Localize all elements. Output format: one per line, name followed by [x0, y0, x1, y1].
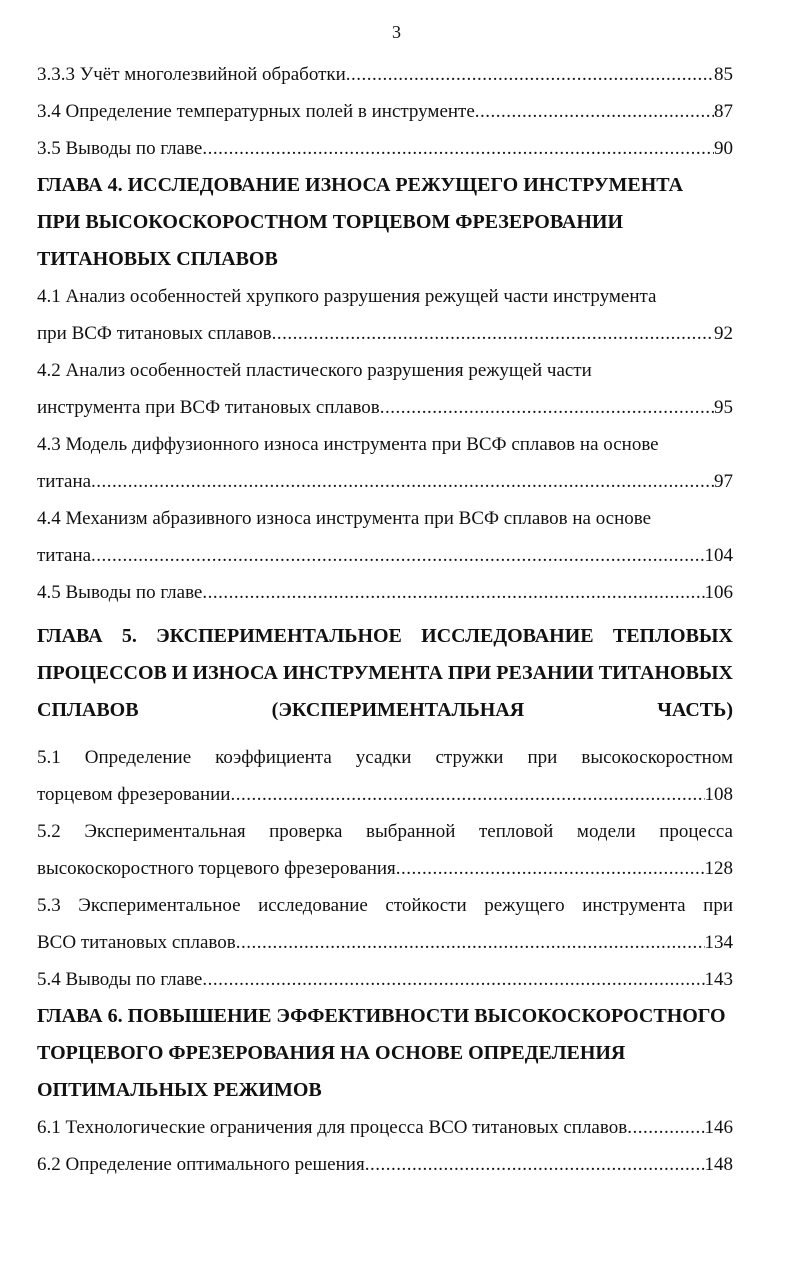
toc-entry-5-1[interactable] [37, 739, 733, 813]
toc-entry-text-cont: титана [37, 471, 92, 492]
toc-entry-text-cont: при ВСФ титановых сплавов [37, 323, 272, 344]
chapter-6-heading[interactable]: ГЛАВА 6. ПОВЫШЕНИЕ ЭФФЕКТИВНОСТИ ВЫСОКОСКОРОСТНОГО ТОРЦЕВОГО ФРЕЗЕРОВАНИЯ НА ОСНОВЕ ОПРЕДЕЛЕНИЯ ОПТИМАЛЬНЫХ РЕЖИМОВ [37, 1005, 726, 1101]
toc-page-number: 90 [714, 138, 733, 159]
toc-page-number: 92 [714, 323, 733, 344]
toc-page-number: 108 [704, 784, 733, 805]
toc-leader [365, 1146, 705, 1183]
toc-entry-5-2[interactable] [37, 813, 733, 887]
toc-entry-4-5[interactable] [37, 574, 733, 611]
chapter-5-heading[interactable]: ГЛАВА 5. ЭКСПЕРИМЕНТАЛЬНОЕ ИССЛЕДОВАНИЕ ТЕПЛОВЫХ ПРОЦЕССОВ И ИЗНОСА ИНСТРУМЕНТА ПРИ РЕЗАНИИ ТИТАНОВЫХ СПЛАВОВ (ЭКСПЕРИМЕНТАЛЬНАЯ ЧАСТЬ) [37, 625, 733, 721]
toc-entry-text: 6.2 Определение оптимального решения [37, 1154, 365, 1175]
toc-entry-text-cont: высокоскоростного торцевого фрезерования [37, 858, 396, 879]
toc-entry-text: 5.3 Экспериментальное исследование стойкости режущего инструмента при [37, 895, 733, 916]
toc-entry-text: 5.2 Экспериментальная проверка выбранной тепловой модели процесса [37, 821, 733, 842]
toc-leader [346, 56, 714, 93]
toc-page-number: 146 [704, 1117, 733, 1138]
toc-entry-3-5[interactable] [37, 130, 733, 167]
toc-entry-text: 4.2 Анализ особенностей пластического разрушения режущей части [37, 360, 592, 381]
toc-entry-6-1[interactable] [37, 1109, 733, 1146]
toc-entry-4-4[interactable] [37, 500, 733, 574]
toc-entry-text: 5.1 Определение коэффициента усадки стружки при высокоскоростном [37, 747, 733, 768]
toc-entry-3-3-3[interactable] [37, 56, 733, 93]
toc-entry-text-cont: ВСО титановых сплавов [37, 932, 236, 953]
toc-entry-5-4[interactable] [37, 961, 733, 998]
toc-leader [396, 850, 705, 887]
toc-leader [272, 315, 714, 352]
toc-page-number: 85 [714, 64, 733, 85]
toc-entry-3-4[interactable] [37, 93, 733, 130]
toc-entry-text: 6.1 Технологические ограничения для процесса ВСО титановых сплавов [37, 1117, 628, 1138]
toc-page-number: 134 [704, 932, 733, 953]
toc-entry-text: 4.4 Механизм абразивного износа инструмента при ВСФ сплавов на основе [37, 508, 652, 529]
table-of-contents [37, 56, 733, 1183]
toc-page-number: 148 [704, 1154, 733, 1175]
toc-leader [380, 389, 714, 426]
toc-entry-text: 3.3.3 Учёт многолезвийной обработки [37, 64, 346, 85]
toc-entry-4-2[interactable] [37, 352, 733, 426]
toc-entry-text: 3.4 Определение температурных полей в инструменте [37, 101, 475, 122]
toc-leader [202, 130, 714, 167]
toc-entry-text: 4.1 Анализ особенностей хрупкого разрушения режущей части инструмента [37, 286, 657, 307]
toc-entry-text-cont: титана [37, 545, 92, 566]
toc-entry-text-cont: инструмента при ВСФ титановых сплавов [37, 397, 380, 418]
toc-entry-text: 5.4 Выводы по главе [37, 969, 203, 990]
toc-leader [475, 93, 714, 130]
toc-entry-text: 4.3 Модель диффузионного износа инструмента при ВСФ сплавов на основе [37, 434, 659, 455]
toc-entry-4-1[interactable] [37, 278, 733, 352]
toc-page-number: 97 [714, 471, 733, 492]
toc-leader [202, 574, 704, 611]
toc-leader [627, 1109, 704, 1146]
toc-leader [202, 961, 704, 998]
chapter-4-heading[interactable]: ГЛАВА 4. ИССЛЕДОВАНИЕ ИЗНОСА РЕЖУЩЕГО ИНСТРУМЕНТА ПРИ ВЫСОКОСКОРОСТНОМ ТОРЦЕВОМ ФРЕЗЕРОВАНИИ ТИТАНОВЫХ СПЛАВОВ [37, 174, 684, 270]
toc-entry-6-2[interactable] [37, 1146, 733, 1183]
toc-entry-4-3[interactable] [37, 426, 733, 500]
toc-page-number: 87 [714, 101, 733, 122]
toc-leader [230, 776, 704, 813]
toc-entry-text-cont: торцевом фрезеровании [37, 784, 231, 805]
toc-entry-5-3[interactable] [37, 887, 733, 961]
toc-entry-text: 4.5 Выводы по главе [37, 582, 203, 603]
toc-page-number: 106 [704, 582, 733, 603]
toc-page-number: 143 [704, 969, 733, 990]
toc-leader [236, 924, 705, 961]
toc-page-number: 128 [704, 858, 733, 879]
toc-leader [91, 537, 704, 574]
page-number: 3 [392, 22, 401, 42]
toc-page-number: 95 [714, 397, 733, 418]
toc-page-number: 104 [704, 545, 733, 566]
toc-leader [91, 463, 714, 500]
toc-entry-text: 3.5 Выводы по главе [37, 138, 203, 159]
